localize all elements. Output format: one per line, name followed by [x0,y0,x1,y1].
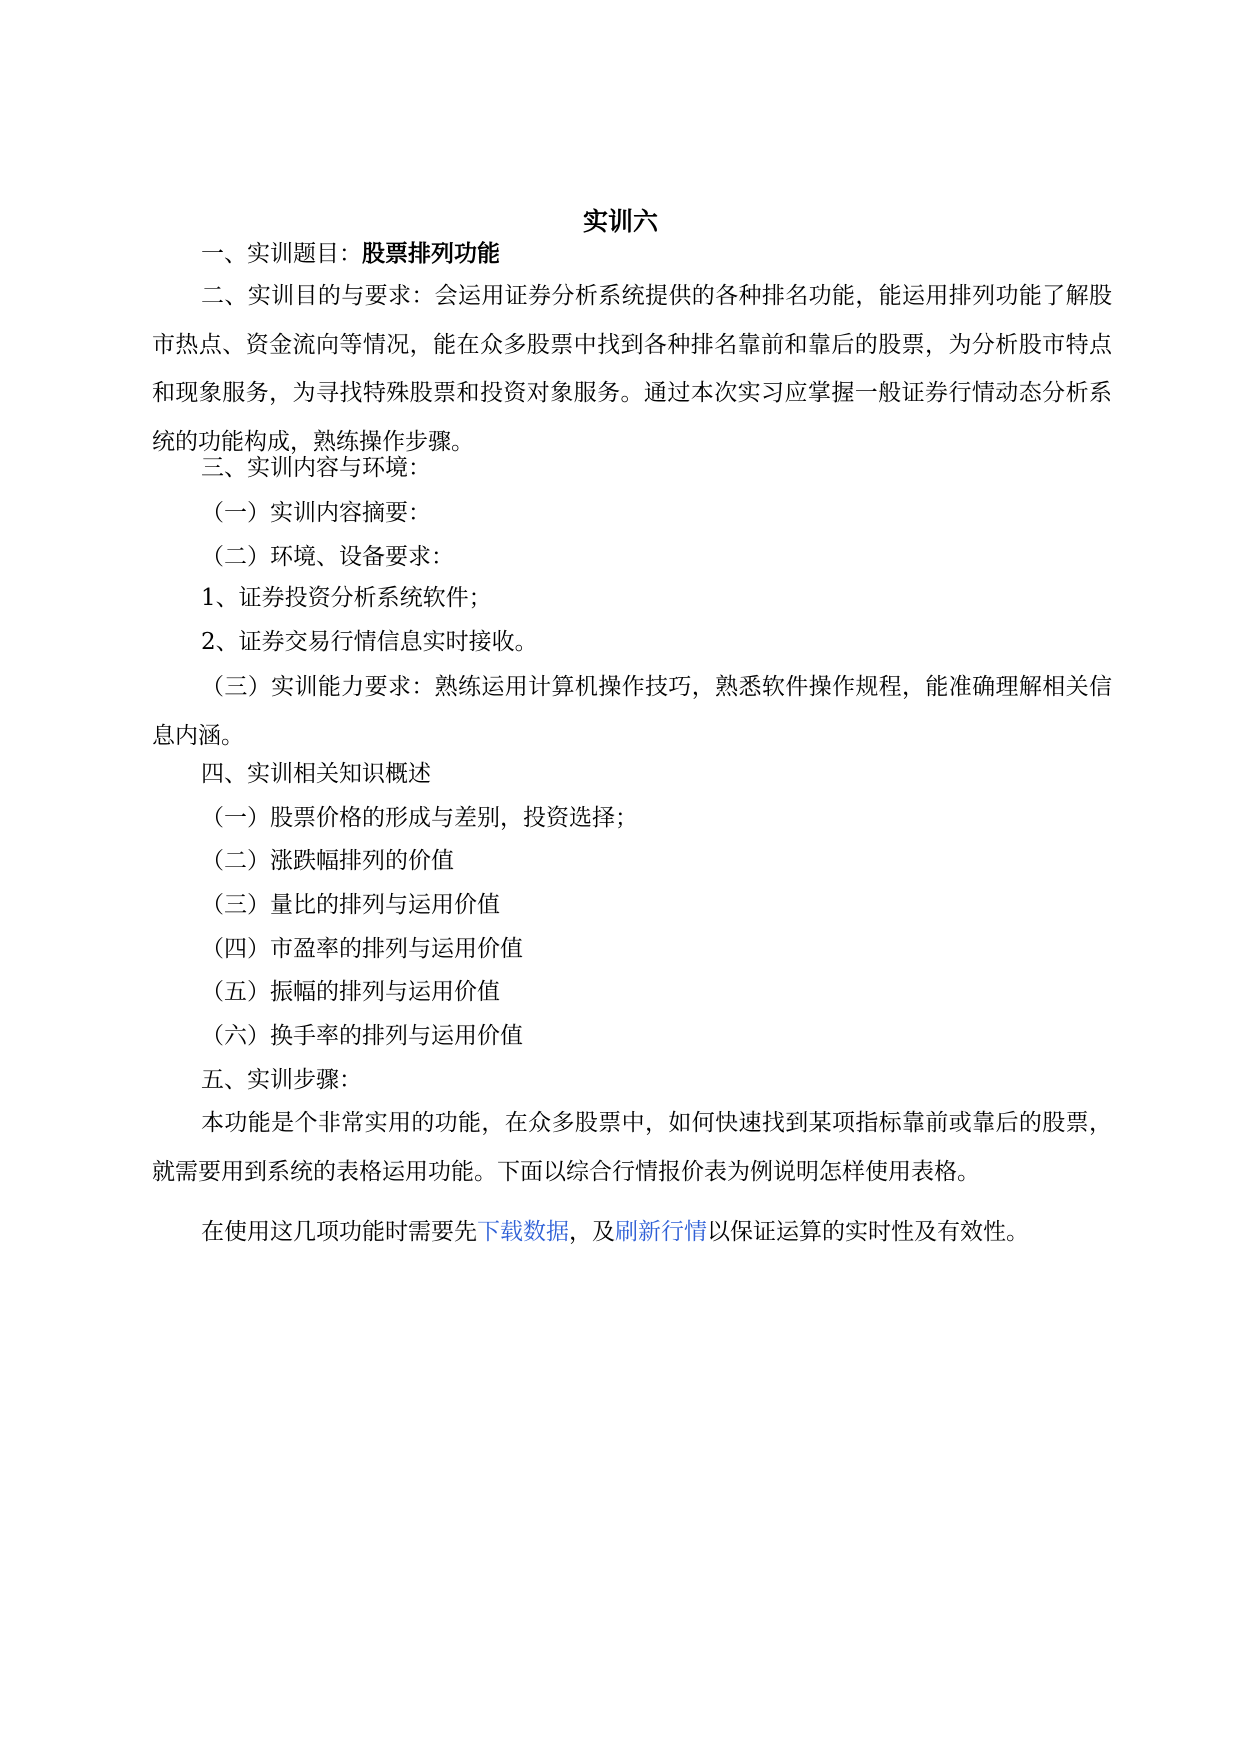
content-summary-line: （一）实训内容摘要： [201,500,431,526]
refresh-quotes-link[interactable]: 刷新行情 [615,1219,707,1245]
steps-note-before: 在使用这几项功能时需要先 [201,1219,477,1245]
ability-paragraph: （三）实训能力要求：熟练运用计算机操作技巧，熟悉软件操作规程，能准确理解相关信息内涵。 [152,674,1112,749]
knowledge-item-1: （一）股票价格的形成与差别，投资选择； [201,805,638,831]
knowledge-item-2: （二）涨跌幅排列的价值 [201,848,454,874]
env-item-2: 2、证券交易行情信息实时接收。 [201,629,538,655]
content-env-heading: 三、实训内容与环境： [201,455,431,481]
steps-note-after: 以保证运算的实时性及有效性。 [707,1219,1029,1245]
steps-note-between: ，及 [569,1219,615,1245]
topic-prefix: 一、实训题目： [201,241,362,267]
page-title: 实训六 [582,207,658,236]
steps-paragraph: 本功能是个非常实用的功能，在众多股票中，如何快速找到某项指标靠前或靠后的股票，就需要用到系统的表格运用功能。下面以综合行情报价表为例说明怎样使用表格。 [152,1110,1112,1185]
objectives-paragraph: 二、实训目的与要求：会运用证券分析系统提供的各种排名功能，能运用排列功能了解股市热点、资金流向等情况，能在众多股票中找到各种排名靠前和靠后的股票，为分析股市特点和现象服务，为寻找特殊股票和投资对象服务。通过本次实习应掌握一般证券行情动态分析系统的功能构成，熟练操作步骤。 [152,283,1112,455]
steps-heading: 五、实训步骤： [201,1067,362,1093]
topic-line [201,236,1161,272]
env-heading-line: （二）环境、设备要求： [201,544,454,570]
env-item-1: 1、证券投资分析系统软件； [201,585,492,611]
knowledge-item-5: （五）振幅的排列与运用价值 [201,979,500,1005]
knowledge-item-4: （四）市盈率的排列与运用价值 [201,936,523,962]
topic-name: 股票排列功能 [362,240,500,267]
steps-note [201,1214,1161,1250]
download-data-link[interactable]: 下载数据 [477,1219,569,1245]
knowledge-heading: 四、实训相关知识概述 [201,761,431,787]
knowledge-item-3: （三）量比的排列与运用价值 [201,892,500,918]
knowledge-item-6: （六）换手率的排列与运用价值 [201,1023,523,1049]
